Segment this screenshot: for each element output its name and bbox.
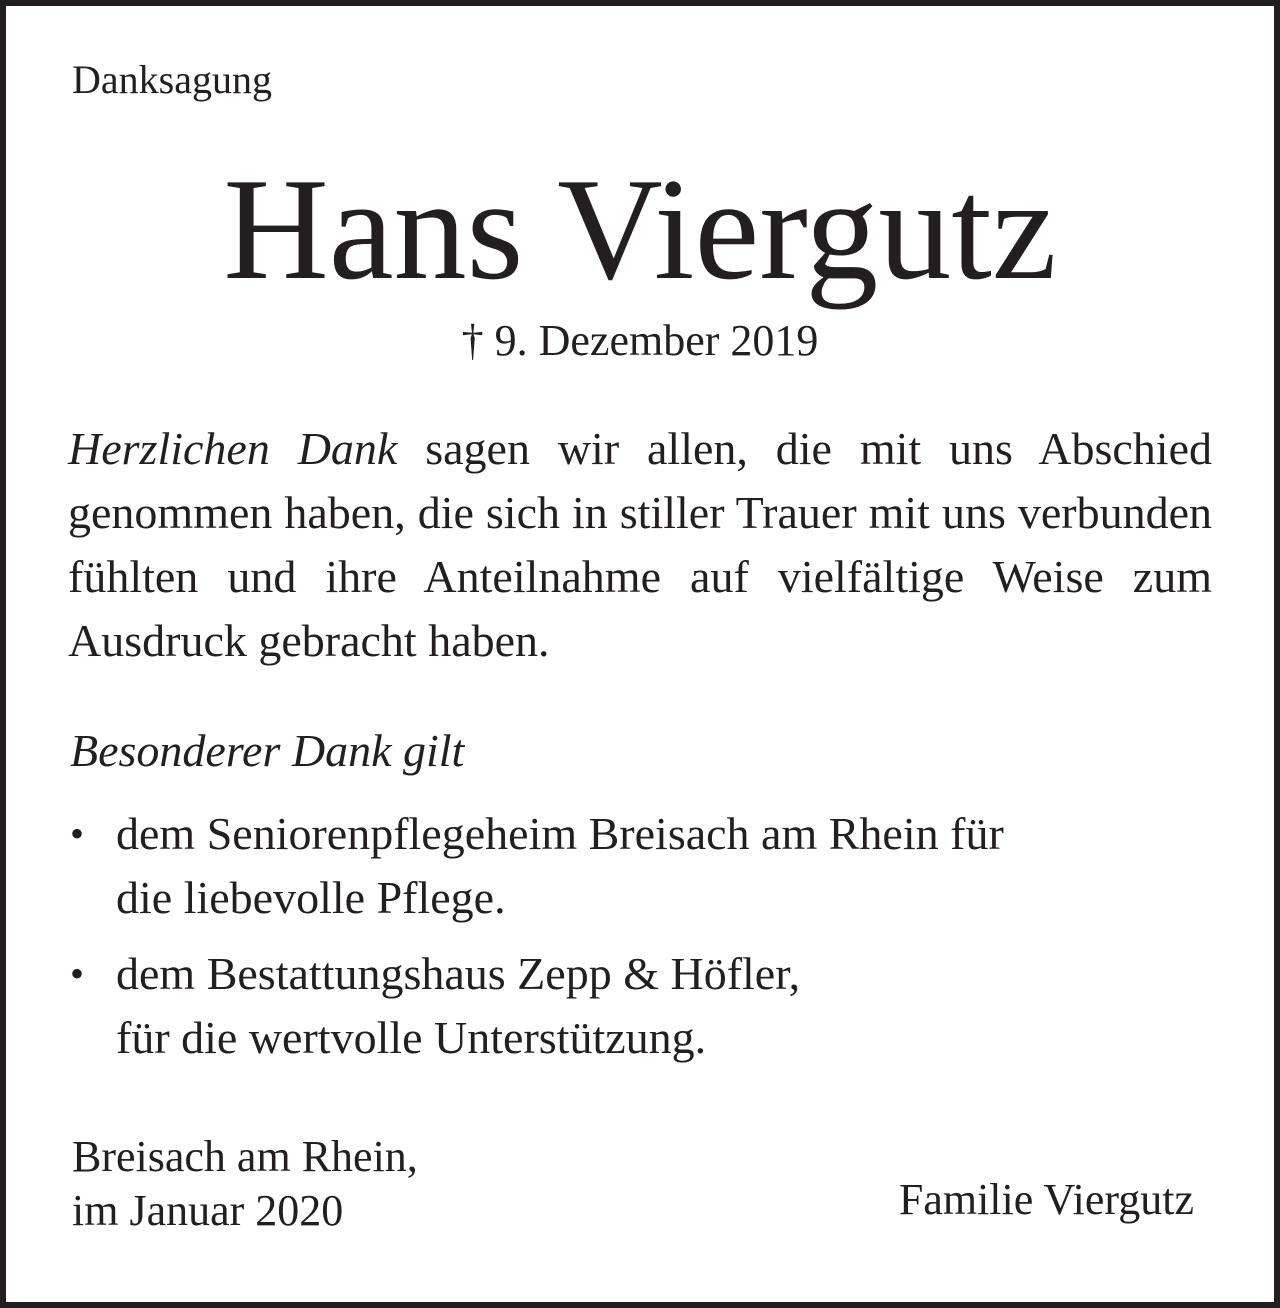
special-thanks-label: Besonderer Dank gilt — [70, 725, 465, 776]
thanks-message — [68, 417, 1212, 673]
thanks-message-lead: Herzlichen Dank — [68, 423, 398, 474]
bullet-icon: • — [70, 951, 85, 996]
list-item-line: dem Seniorenpflegeheim Breisach am Rhein für — [116, 808, 1004, 859]
place-and-date — [72, 1130, 418, 1238]
thanks-message-text: sagen wir allen, die mit uns Abschied genommen haben, die sich in stiller Trauer mit uns verbunden fühlten und ihre Anteilnahme auf vielfältige Weise zum Ausdruck gebracht haben. — [68, 423, 1212, 666]
list-item-line: dem Bestattungshaus Zepp & Höfler, — [116, 948, 801, 999]
deceased-name: Hans Viergutz — [223, 148, 1057, 310]
special-thanks-list — [70, 802, 1210, 1082]
death-date: † 9. Dezember 2019 — [461, 316, 819, 365]
date: im Januar 2020 — [72, 1186, 344, 1235]
notice-type-label: Danksagung — [72, 57, 272, 102]
bullet-icon: • — [70, 811, 85, 856]
place: Breisach am Rhein, — [72, 1132, 418, 1181]
list-item-line: die liebevolle Pflege. — [116, 872, 506, 923]
list-item — [70, 802, 1210, 930]
list-item — [70, 942, 1210, 1070]
list-item-line: für die wertvolle Unterstützung. — [116, 1012, 707, 1063]
family-signature: Familie Viergutz — [898, 1175, 1194, 1224]
